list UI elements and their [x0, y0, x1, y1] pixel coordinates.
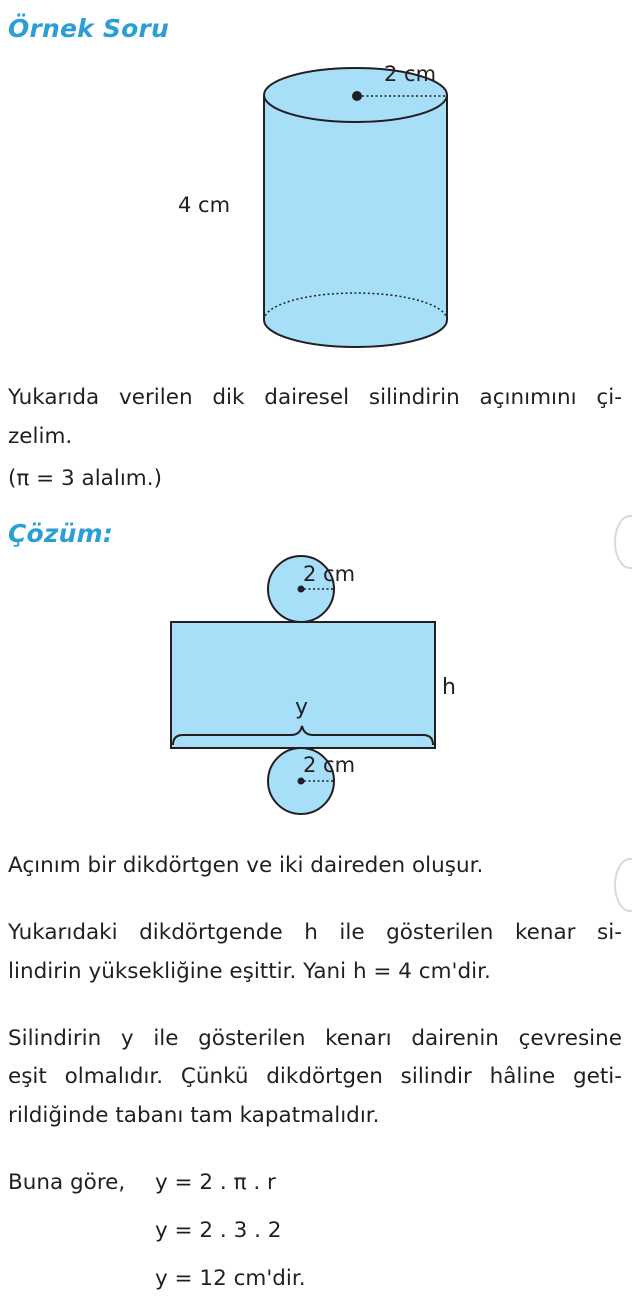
p2-line1-text: Yukarıdaki dikdörtgende h ile gösterilen kenar si-	[8, 920, 622, 945]
radius-label: 2 cm	[384, 62, 437, 86]
rect-height-label: h	[442, 675, 456, 700]
calc-intro: Buna göre,	[8, 1170, 126, 1195]
height-label: 4 cm	[178, 193, 231, 217]
top-circle-label: 2 cm	[303, 562, 356, 586]
calc-step-2: y = 2 . 3 . 2	[155, 1218, 282, 1243]
explanation-p2-line1	[8, 914, 622, 952]
p3-line2-text: eşit olmalıdır. Çünkü dikdörtgen silindir hâline geti-	[8, 1064, 622, 1089]
explanation-p3-line3: rildiğinde tabanı tam kapatmalıdır.	[8, 1103, 380, 1128]
calc-step-1: y = 2 . π . r	[155, 1170, 276, 1195]
explanation-p2-line2: lindirin yüksekliğine eşittir. Yani h = 4 cm'dir.	[8, 959, 491, 984]
solution-heading: Çözüm:	[8, 519, 114, 548]
cylinder-body	[264, 68, 447, 347]
question-line-2: zelim.	[8, 424, 73, 449]
example-heading: Örnek Soru	[8, 14, 169, 43]
explanation-p1: Açınım bir dikdörtgen ve iki daireden oluşur.	[8, 853, 484, 878]
question-line-1: Yukarıda verilen dik dairesel silindirin açınımını çi-	[8, 385, 622, 410]
center-dot	[352, 91, 362, 101]
explanation-p3-line1	[8, 1020, 622, 1058]
question-text	[8, 379, 622, 417]
pi-note: (π = 3 alalım.)	[8, 466, 162, 491]
calc-step-3: y = 12 cm'dir.	[155, 1266, 306, 1291]
explanation-p3-line2	[8, 1058, 622, 1096]
p3-line1-text: Silindirin y ile gösterilen kenarı dairenin çevresine	[8, 1026, 622, 1051]
rect-width-label: y	[295, 695, 309, 720]
bottom-circle-label: 2 cm	[303, 753, 356, 777]
